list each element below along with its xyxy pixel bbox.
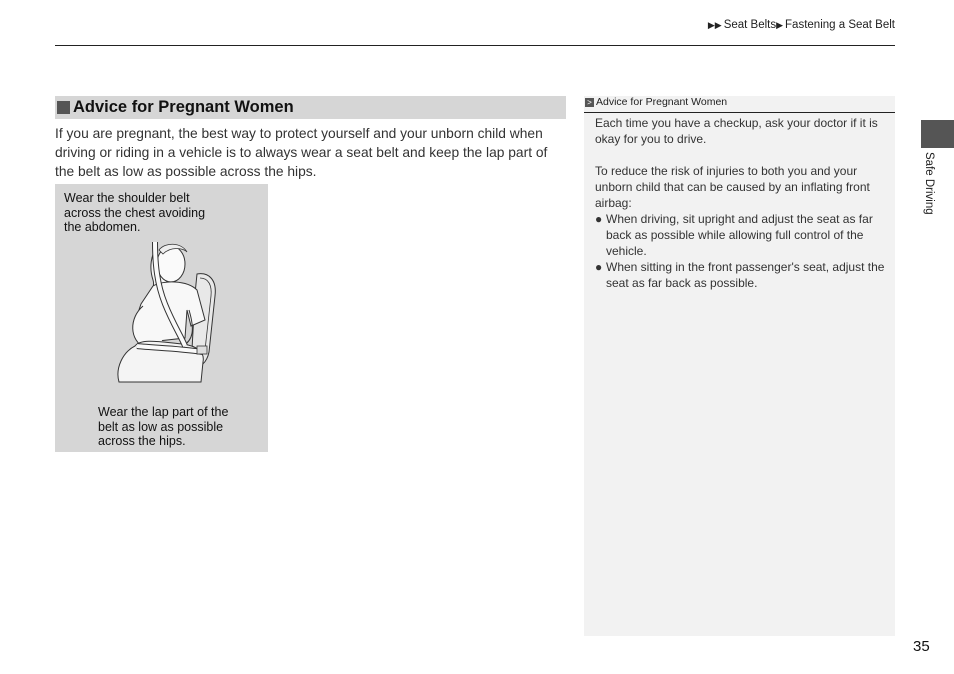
advice-sidebar [584,96,895,636]
chapter-tab[interactable] [921,120,954,148]
sidebar-bullet-driving [595,211,887,259]
section-square-icon [57,101,70,114]
intro-paragraph: If you are pregnant, the best way to protect yourself and your unborn child when driving or riding in a vehicle is to always wear a seat belt and keep the lap part of the belt as low as possible across the hips. [55,126,548,179]
bullet-icon: ● [595,260,603,274]
bullet-icon: ● [595,212,603,226]
sidebar-header [584,96,895,113]
breadcrumb [708,19,895,31]
sidebar-reference[interactable] [585,96,727,108]
pregnant-woman-illustration [105,234,225,404]
sidebar-ref-title: Advice for Pregnant Women [596,96,728,108]
bullet-text: When sitting in the front passenger's seat, adjust the seat as far back as possible. [606,260,885,290]
breadcrumb-level1[interactable]: Seat Belts [723,19,777,31]
reference-arrow-icon: > [585,98,594,107]
section-heading [55,96,566,119]
header-divider [55,45,895,46]
page-number: 35 [913,638,930,655]
caption-line: the abdomen. [64,220,141,234]
caption-line: Wear the lap part of the [98,405,229,419]
breadcrumb-marker-icon: ▶▶ [707,20,722,30]
caption-line: across the chest avoiding [64,205,206,220]
sidebar-bullet-passenger [595,259,887,291]
figure-caption-shoulder [64,191,205,235]
caption-line: Wear the shoulder belt [64,191,190,205]
breadcrumb-level2[interactable]: Fastening a Seat Belt [785,19,895,31]
sidebar-paragraph-airbag: To reduce the risk of injuries to both you and your unborn child that can be caused by an inflating front airbag: [595,164,870,210]
chapter-tab-label: Safe Driving [923,152,935,215]
caption-line: across the hips. [98,434,186,448]
bullet-text: When driving, sit upright and adjust the seat as far back as possible while allowing full control of the vehicle. [606,212,873,258]
pregnant-seatbelt-figure [55,184,268,452]
caption-line: belt as low as possible [98,419,224,434]
figure-caption-lap [98,405,228,449]
breadcrumb-separator-icon: ▶ [776,20,784,30]
section-title: Advice for Pregnant Women [73,98,294,116]
sidebar-paragraph-checkup: Each time you have a checkup, ask your doctor if it is okay for you to drive. [595,116,878,146]
